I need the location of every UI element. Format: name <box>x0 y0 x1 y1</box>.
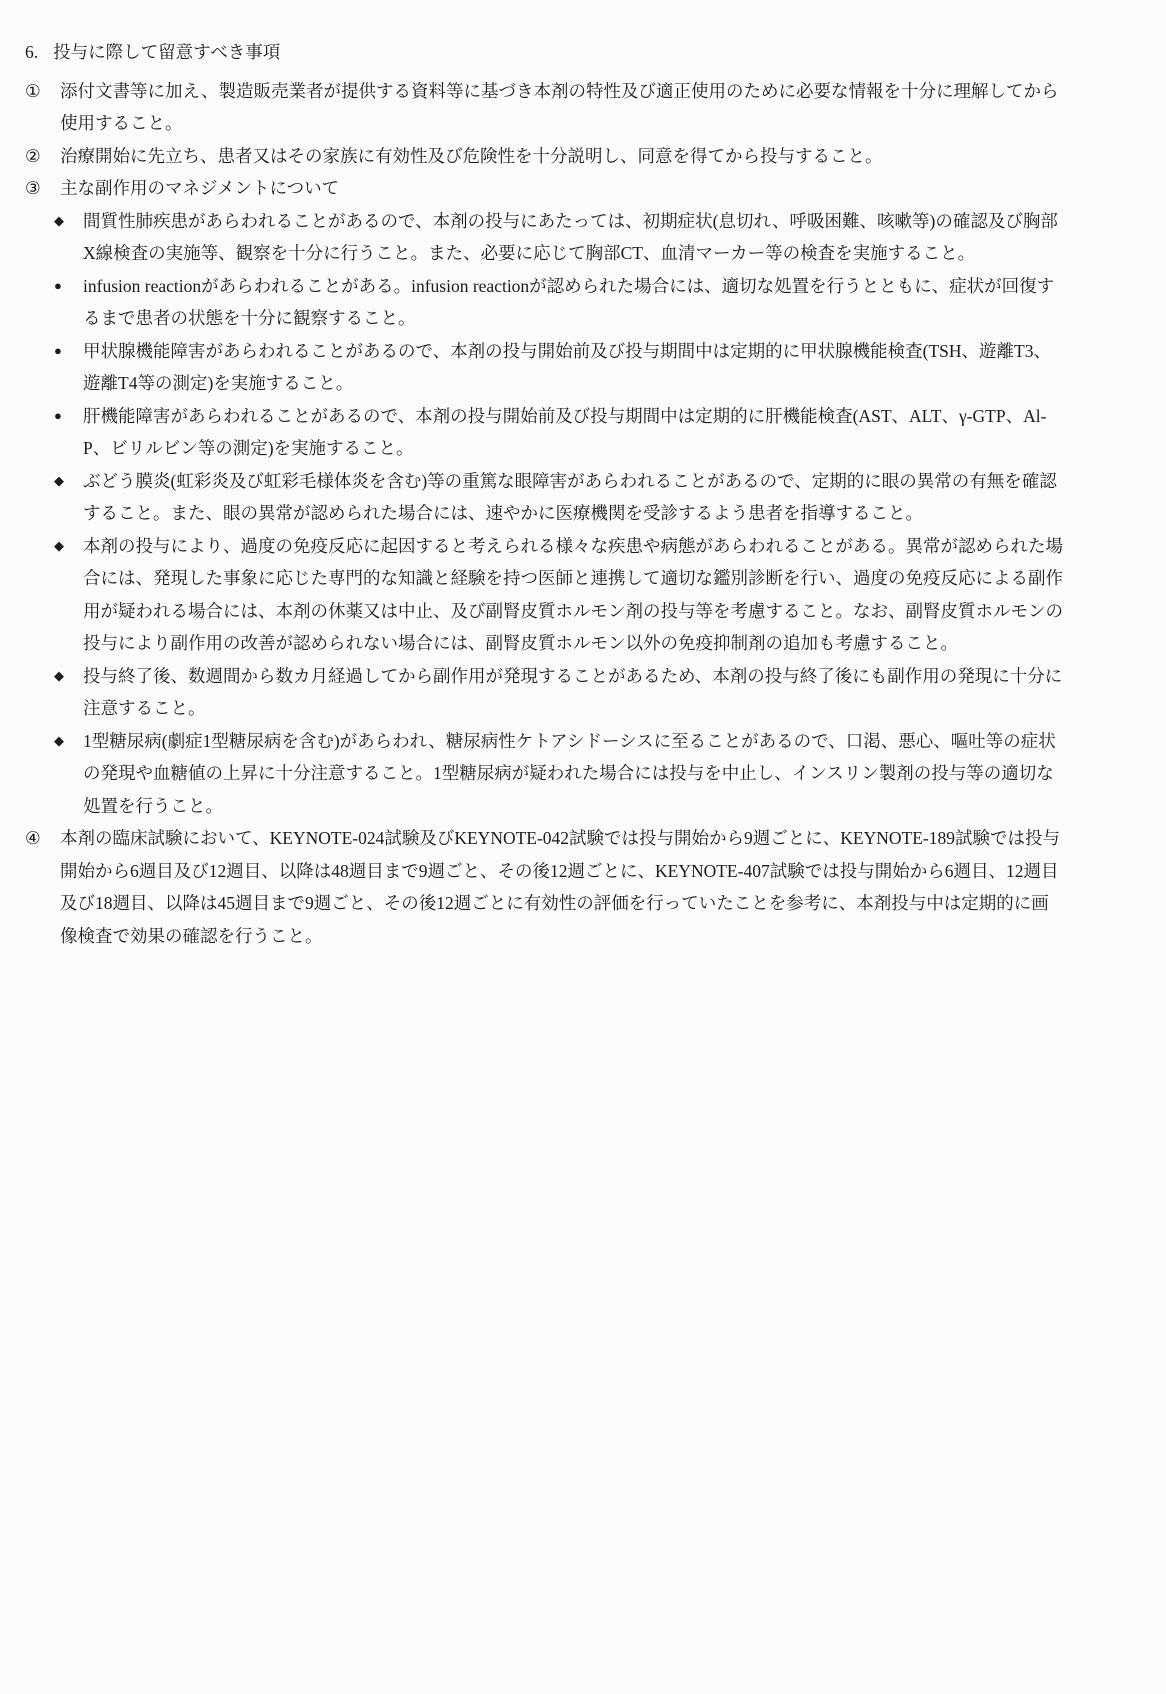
section-number: 6. <box>25 42 39 62</box>
numbered-item-2-text: 治療開始に先立ち、患者又はその家族に有効性及び危険性を十分説明し、同意を得てから投与すること。 <box>60 145 883 166</box>
bullet-item-text: 肝機能障害があらわれることがあるので、本剤の投与開始前及び投与期間中は定期的に肝機能検査(AST、ALT、γ-GTP、Al-P、ビリルビン等の測定)を実施すること。 <box>83 405 1047 458</box>
bullet-item-text: 間質性肺疾患があらわれることがあるので、本剤の投与にあたっては、初期症状(息切れ、呼吸困難、咳嗽等)の確認及び胸部X線検査の実施等、観察を十分に行うこと。また、必要に応じて胸部CT、血清マーカー等の検査を実施すること。 <box>83 210 1058 263</box>
circle-bullet-icon: ● <box>54 342 62 358</box>
circled-number-1: ① <box>25 80 41 101</box>
bullet-item-infusion-reaction <box>25 270 1066 335</box>
numbered-item-3-text: 主な副作用のマネジメントについて <box>60 178 340 198</box>
bullet-item-uveitis <box>25 465 1066 530</box>
diamond-bullet-icon: ◆ <box>54 537 64 553</box>
circle-bullet-icon: ● <box>54 407 62 423</box>
bullet-item-text: infusion reactionがあらわれることがある。infusion reactionが認められた場合には、適切な処置を行うとともに、症状が回復するまで患者の状態を十分に観察すること。 <box>83 275 1055 328</box>
bullet-item-post-treatment <box>25 660 1066 725</box>
circled-number-2: ② <box>25 145 41 166</box>
circled-number-3: ③ <box>25 178 41 198</box>
numbered-item-3 <box>25 172 1066 205</box>
diamond-bullet-icon: ◆ <box>54 667 64 683</box>
bullet-item-interstitial-lung-disease <box>25 205 1066 270</box>
section-heading <box>25 36 1066 69</box>
bullet-item-text: 甲状腺機能障害があらわれることがあるので、本剤の投与開始前及び投与期間中は定期的に甲状腺機能検査(TSH、遊離T3、遊離T4等の測定)を実施すること。 <box>83 340 1051 393</box>
numbered-item-1-text: 添付文書等に加え、製造販売業者が提供する資料等に基づき本剤の特性及び適正使用のために必要な情報を十分に理解してから使用すること。 <box>60 80 1059 133</box>
numbered-item-2 <box>25 140 1066 173</box>
bullet-item-thyroid-dysfunction <box>25 335 1066 400</box>
bullet-item-text: ぶどう膜炎(虹彩炎及び虹彩毛様体炎を含む)等の重篤な眼障害があらわれることがあるので、定期的に眼の異常の有無を確認すること。また、眼の異常が認められた場合には、速やかに医療機関を受診するよう患者を指導すること。 <box>83 470 1057 523</box>
bullet-item-immune-reaction <box>25 530 1066 660</box>
bullet-item-text: 1型糖尿病(劇症1型糖尿病を含む)があらわれ、糖尿病性ケトアシドーシスに至ることがあるので、口渇、悪心、嘔吐等の症状の発現や血糖値の上昇に十分注意すること。1型糖尿病が疑われた場合には投与を中止し、インスリン製剤の投与等の適切な処置を行うこと。 <box>83 730 1056 816</box>
side-effect-management-list <box>25 205 1066 823</box>
bullet-item-type1-diabetes <box>25 725 1066 823</box>
circle-bullet-icon: ● <box>54 277 62 293</box>
diamond-bullet-icon: ◆ <box>54 472 64 488</box>
bullet-item-text: 投与終了後、数週間から数カ月経過してから副作用が発現することがあるため、本剤の投与終了後にも副作用の発現に十分に注意すること。 <box>83 665 1063 718</box>
bullet-item-text: 本剤の投与により、過度の免疫反応に起因すると考えられる様々な疾患や病態があらわれることがある。異常が認められた場合には、発現した事象に応じた専門的な知識と経験を持つ医師と連携して適切な鑑別診断を行い、過度の免疫反応による副作用が疑われる場合には、本剤の休薬又は中止、及び副腎皮質ホルモン剤の投与等を考慮すること。なお、副腎皮質ホルモンの投与により副作用の改善が認められない場合には、副腎皮質ホルモン以外の免疫抑制剤の追加も考慮すること。 <box>83 535 1063 653</box>
numbered-item-1 <box>25 75 1066 140</box>
diamond-bullet-icon: ◆ <box>54 732 64 748</box>
numbered-item-4-text: 本剤の臨床試験において、KEYNOTE-024試験及びKEYNOTE-042試験では投与開始から9週ごとに、KEYNOTE-189試験では投与開始から6週目及び12週目、以降は48週目まで9週ごと、その後12週ごとに、KEYNOTE-407試験では投与開始から6週目、12週目及び18週目、以降は45週目まで9週ごと、その後12週ごとに有効性の評価を行っていたことを参考に、本剤投与中は定期的に画像検査で効果の確認を行うこと。 <box>60 828 1060 946</box>
bullet-item-liver-dysfunction <box>25 400 1066 465</box>
numbered-item-4 <box>25 822 1066 952</box>
circled-number-4: ④ <box>25 828 41 848</box>
diamond-bullet-icon: ◆ <box>54 212 64 228</box>
section-title: 投与に際して留意すべき事項 <box>53 42 281 62</box>
